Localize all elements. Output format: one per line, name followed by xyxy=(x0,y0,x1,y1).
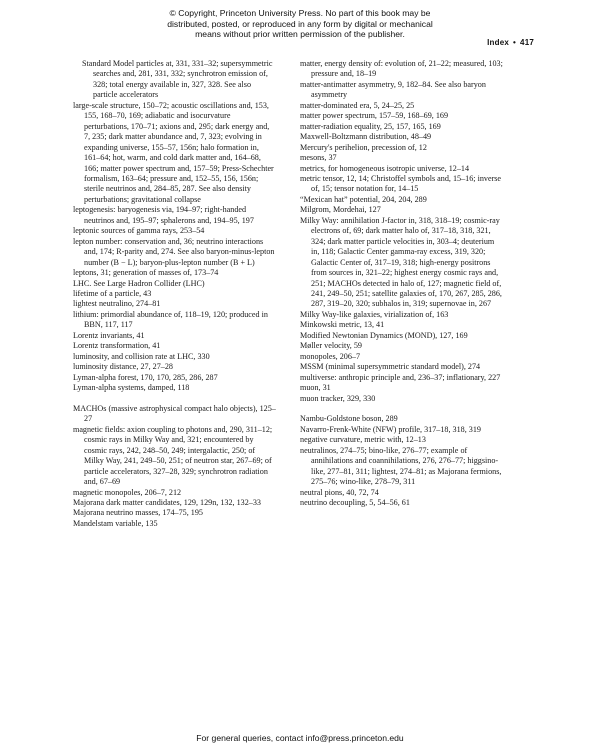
index-entry: Minkowski metric, 13, 41 xyxy=(300,320,385,330)
index-entry: neutralinos, 274–75; bino-like, 276–77; example of annihilations and coannihilations, 276, 276–77; higgsino-like, 277–81, 311; lightest, 274–81; as Majorana fermions, 275–76; wino-like, 278–79, 311 xyxy=(300,445,502,487)
index-entry: Nambu-Goldstone boson, 289 xyxy=(300,414,398,424)
index-entry: “Mexican hat” potential, 204, 204, 289 xyxy=(300,194,427,204)
index-entry: Milky Way-like galaxies, virialization of, 163 xyxy=(300,309,449,319)
index-entry: multiverse: anthropic principle and, 236–37; inflationary, 227 xyxy=(300,372,501,382)
index-entry: lifetime of a particle, 43 xyxy=(73,288,152,298)
index-entry: magnetic fields: axion coupling to photons and, 290, 311–12; cosmic rays in Milky Way and, 321; encountered by cosmic rays, 242, 248–50, 249; intergalactic, 250; of Milky Way, 241, 249–50, 251; of neutron star, 267–69; of particle accelerators, 327–28, 329; synchrotron radiation and, 67–69 xyxy=(73,424,273,487)
copyright-line-3: means without prior written permission of the publisher. xyxy=(195,29,405,40)
index-entry: monopoles, 206–7 xyxy=(300,351,361,361)
index-entry: muon tracker, 329, 330 xyxy=(300,393,376,403)
index-entry: matter, energy density of: evolution of, 21–22; measured, 103; pressure and, 18–19 xyxy=(300,59,503,79)
index-entry: luminosity, and collision rate at LHC, 330 xyxy=(73,351,210,361)
index-entry: mesons, 37 xyxy=(300,153,337,163)
index-entry: muon, 31 xyxy=(300,383,331,393)
page-number: 417 xyxy=(520,38,534,47)
index-entry: Lorentz transformation, 41 xyxy=(73,341,161,351)
index-column-right xyxy=(300,59,503,508)
index-entry: Milgrom, Mordehai, 127 xyxy=(300,205,381,215)
index-entry: Mercury's perihelion, precession of, 12 xyxy=(300,142,427,152)
index-entry: Standard Model particles at, 331, 331–32; supersymmetric searches and, 281, 331, 332; synchrotron emission of, 328; total energy available in, 327, 328. See also particle accelerators xyxy=(82,59,273,100)
index-entry: Modified Newtonian Dynamics (MOND), 127, 169 xyxy=(300,330,468,340)
index-entry: Mandelstam variable, 135 xyxy=(73,518,158,528)
running-head-label: Index xyxy=(487,38,510,47)
index-entry: metric tensor, 12, 14; Christoffel symbols and, 15–16; inverse of, 15; tensor notation for, 14–15 xyxy=(300,173,502,194)
index-entry: LHC. See Large Hadron Collider (LHC) xyxy=(73,278,205,288)
index-entry: MSSM (minimal supersymmetric standard model), 274 xyxy=(300,362,481,372)
index-entry: Møller velocity, 59 xyxy=(300,341,362,351)
index-entry: Lyman-alpha systems, damped, 118 xyxy=(73,383,190,393)
index-entry: matter-dominated era, 5, 24–25, 25 xyxy=(300,100,415,110)
index-column-left xyxy=(73,59,276,529)
running-head-separator: • xyxy=(513,38,517,47)
index-entry: Lorentz invariants, 41 xyxy=(73,330,145,340)
index-entry: Lyman-alpha forest, 170, 170, 285, 286, 287 xyxy=(73,372,218,382)
index-entry: magnetic monopoles, 206–7, 212 xyxy=(73,487,182,497)
index-entry: lepton number: conservation and, 36; neutrino interactions and, 174; R-parity and, 274. See also baryon-minus-lepton number (B − L); baryon-plus-lepton number (B + L) xyxy=(73,236,275,267)
index-entry: lithium: primordial abundance of, 118–19, 120; produced in BBN, 117, 117 xyxy=(73,309,268,330)
index-entry: matter-antimatter asymmetry, 9, 182–84. See also baryon asymmetry xyxy=(300,79,486,100)
index-entry: Navarro-Frenk-White (NFW) profile, 317–18, 318, 319 xyxy=(300,424,481,434)
index-entry: Majorana neutrino masses, 174–75, 195 xyxy=(73,508,203,518)
index-entry: MACHOs (massive astrophysical compact halo objects), 125–27 xyxy=(73,403,276,424)
copyright-line-2: distributed, posted, or reproduced in any form by digital or mechanical xyxy=(167,18,433,29)
index-entry: leptonic sources of gamma rays, 253–54 xyxy=(73,226,205,236)
index-entry: Maxwell-Boltzmann distribution, 48–49 xyxy=(300,132,432,142)
letter-group-gap xyxy=(73,394,276,404)
index-entry: metrics, for homogeneous isotropic universe, 12–14 xyxy=(300,163,470,173)
index-entry: leptons, 31; generation of masses of, 173–74 xyxy=(73,268,219,278)
copyright-line-1: © Copyright, Princeton University Press. No part of this book may be xyxy=(169,8,431,18)
index-entry: lightest neutralino, 274–81 xyxy=(73,299,161,309)
footer-contact: For general queries, contact info@press.princeton.edu xyxy=(196,733,404,743)
index-entry: neutral pions, 40, 72, 74 xyxy=(300,487,379,497)
index-entry: matter-radiation equality, 25, 157, 165, 169 xyxy=(300,121,441,131)
running-head xyxy=(487,38,534,47)
index-entry: matter power spectrum, 157–59, 168–69, 169 xyxy=(300,111,449,121)
index-entry: Milky Way: annihilation J-factor in, 318, 318–19; cosmic-ray electrons of, 69; dark matter halo of, 317–18, 318, 321, 324; dark matter particle velocities in, 303–4; deuterium in, 118; Galactic Center gamma-ray excess, 319, 320; Galactic Center of, 317–19, 318; high-energy positrons from sources in, 321–22; highest energy cosmic rays and, 251; MACHOs detected in halo of, 127; magnetic field of, 241, 249–50, 251; satellite galaxies of, 170, 267, 285, 286, 287, 319–20, 320; subhalos in, 319; supernovae in, 267 xyxy=(300,215,502,309)
index-entry: large-scale structure, 150–72; acoustic oscillations and, 153, 155, 168–70, 169; adiabatic and isocurvature perturbations, 170–71; axions and, 295; dark energy and, 7, 235; dark matter abundance and, 7, 323; evolving in expanding universe, 155–57, 156n; halo formation in, 161–64; hot, warm, and cold dark matter and, 164–68, 166; matter power spectrum and, 157–59; Press-Schechter formalism, 163–64; pressure and, 152–55, 156, 156n; sterile neutrinos and, 284–85, 287. See also density perturbations; gravitational collapse xyxy=(73,100,274,204)
letter-group-gap xyxy=(300,404,503,414)
index-entry: Majorana dark matter candidates, 129, 129n, 132, 132–33 xyxy=(73,498,261,508)
index-entry: negative curvature, metric with, 12–13 xyxy=(300,435,426,445)
index-entry: leptogenesis: baryogenesis via, 194–97; right-handed neutrinos and, 195–97; sphalerons and, 194–95, 197 xyxy=(73,205,254,225)
copyright-notice xyxy=(0,8,600,40)
index-entry: neutrino decoupling, 5, 54–56, 61 xyxy=(300,498,410,508)
index-entry: luminosity distance, 27, 27–28 xyxy=(73,362,173,372)
